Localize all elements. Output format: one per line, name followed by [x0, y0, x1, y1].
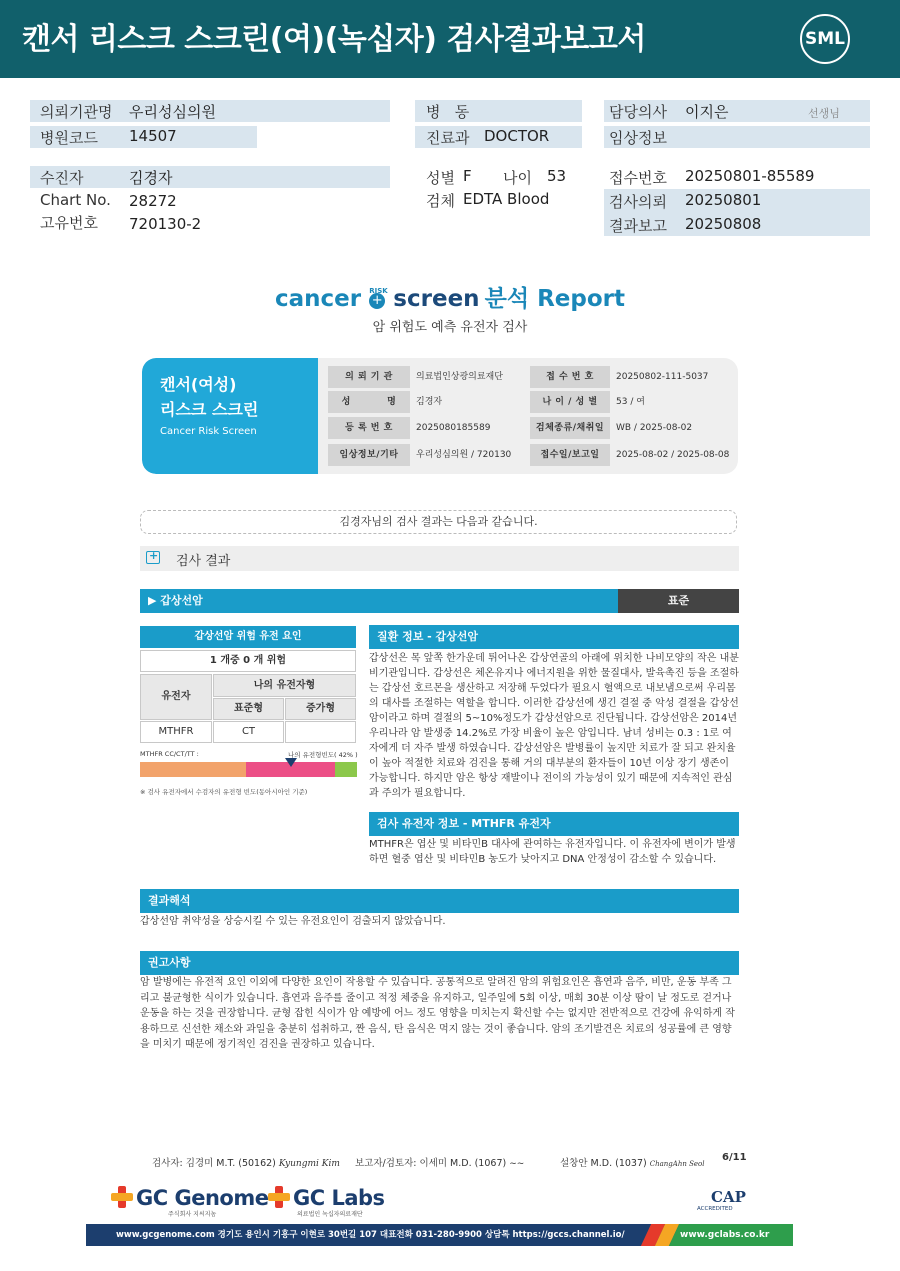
gene-name-cell: MTHFR: [140, 721, 212, 743]
sex-value: F: [463, 167, 472, 185]
examiner-signature: [152, 1155, 340, 1169]
brand-screen: screen: [393, 286, 480, 312]
standard-header: 표준형: [213, 698, 284, 720]
card-label: 성 명: [328, 391, 410, 413]
department-label: 진료과: [426, 129, 470, 147]
gc-labs-sub: 의료법인 녹십자의료재단: [297, 1211, 363, 1218]
receipt-label: 접수번호: [609, 169, 667, 187]
id-label: 고유번호: [40, 214, 98, 232]
cap-text: CAP: [711, 1188, 746, 1206]
frequency-segment: [140, 762, 246, 777]
cap-sub: ACCREDITED: [697, 1206, 733, 1212]
recommendation-header: 권고사항: [140, 951, 739, 975]
page-number: 6/11: [722, 1152, 747, 1163]
age-label: 나이: [503, 169, 532, 187]
examiner-sig: Kyungmi Kim: [278, 1159, 340, 1169]
report-header: [0, 0, 900, 78]
doctor-suffix: 선생님: [808, 107, 840, 120]
patient-value: 김경자: [129, 169, 173, 187]
gc-labs-name: GC Labs: [293, 1186, 385, 1210]
card-label: 나 이 / 성 별: [530, 391, 610, 413]
card-label: 접 수 번 호: [530, 366, 610, 388]
card-value: 20250802-111-5037: [616, 372, 709, 382]
gene-info-text: MTHFR은 엽산 및 비타민B 대사에 관여하는 유전자입니다. 이 유전자에 변이가 발생하면 혈중 엽산 및 비타민B 농도가 낮아지고 DNA 안정성이 감소할 수 있습니다.: [369, 839, 736, 865]
age-value: 53: [547, 167, 567, 185]
report-subtitle: 암 위험도 예측 유전자 검사: [372, 320, 528, 335]
standard-genotype-cell: CT: [213, 721, 284, 743]
institution-value: 우리성심의원: [129, 103, 216, 121]
result-status-badge: 표준: [618, 589, 739, 613]
reporter-signature: [355, 1155, 524, 1169]
clinical-label: 임상정보: [609, 129, 667, 147]
card-label: 접수일/보고일: [530, 444, 610, 466]
increased-genotype-cell: [285, 721, 356, 743]
card-label: 임상정보/기타: [328, 444, 410, 466]
footer-address: www.gcgenome.com 경기도 용인시 기흥구 이현로 30번길 107 대표전화 031-280-9900 상담톡 https://gccs.channel.io/: [116, 1230, 625, 1240]
sml-logo: SML: [800, 14, 850, 64]
director-name: 설창안 M.D. (1037): [560, 1158, 647, 1169]
footer-url: www.gclabs.co.kr: [680, 1230, 770, 1240]
chart-label: Chart No.: [40, 191, 111, 209]
gene-info-header: 검사 유전자 정보 - MTHFR 유전자: [369, 812, 739, 836]
summary-card: [142, 358, 738, 474]
director-signature: [560, 1155, 704, 1169]
brand-suffix: 분석 Report: [484, 286, 625, 312]
reporter-sig: ~~: [509, 1159, 525, 1169]
doctor-label: 담당의사: [609, 103, 667, 121]
plus-icon: [369, 287, 388, 309]
my-genotype-header: 나의 유전자형: [213, 674, 356, 697]
card-value: 의료법인상광의료재단: [416, 372, 503, 382]
gene-table-title: 갑상선암 위험 유전 요인: [140, 626, 356, 648]
gc-cross-icon: [111, 1186, 133, 1208]
recommendation-text: 암 발병에는 유전적 요인 이외에 다양한 요인이 작용할 수 있습니다. 공통적으로 알려진 암의 위험요인은 흡연과 음주, 비만, 운동 부족 그리고 불균형한 식이가 있습니다. 흡연과 음주를 줄이고 적정 체중을 유지하고, 일주일에 5회 이상, 매회 30분 이상 땀이 날 정도로 걷거나 운동을 하는 것을 권장합니다. 균형 잡힌 식이가 암 예방에 어느 정도 영향을 미치는지 확신할 수는 없지만 전반적으로 건강에 유익하게 작용하므로 신선한 채소와 과일을 충분히 섭취하고, 짠 음식, 탄 음식은 먹지 않는 것이 좋습니다. 암의 조기발견은 치료의 성공률에 큰 영향을 미치기 때문에 정기적인 검진을 권장하고 있습니다.: [140, 977, 735, 1050]
gc-genome-name: GC Genome: [136, 1186, 269, 1210]
report-title: 캔서 리스크 스크린(여)(녹십자) 검사결과보고서: [22, 22, 646, 57]
brand-risk: RISK: [369, 287, 388, 295]
cap-accredited-logo: [697, 1188, 759, 1218]
interpretation-text: 갑상선암 취약성을 상승시킬 수 있는 유전요인이 검출되지 않았습니다.: [140, 916, 446, 927]
folder-plus-icon: [146, 551, 160, 564]
sex-label: 성별: [426, 169, 455, 187]
frequency-label: MTHFR CC/CT/TT :: [140, 750, 199, 758]
card-value: 김경자: [416, 397, 443, 407]
gc-labs-logo: [268, 1186, 385, 1210]
card-label: 의 뢰 기 관: [328, 366, 410, 388]
section-header: [140, 546, 739, 571]
cancer-name-bar: ▶ 갑상선암: [140, 589, 618, 613]
disease-info-header: 질환 정보 - 갑상선암: [369, 625, 739, 649]
section-title: 검사 결과: [176, 554, 231, 569]
director-sig: ChangAhn Seol: [649, 1160, 705, 1168]
specimen-value: EDTA Blood: [463, 190, 550, 208]
report-date-label: 결과보고: [609, 217, 667, 235]
card-value: WB / 2025-08-02: [616, 423, 693, 433]
info-row-bg: [30, 166, 390, 188]
report-date-value: 20250808: [685, 215, 762, 233]
card-title-en: Cancer Risk Screen: [160, 426, 257, 437]
brand-cancer: cancer: [275, 286, 362, 312]
request-label: 검사의뢰: [609, 193, 667, 211]
result-intro: 김경자님의 검사 결과는 다음과 같습니다.: [140, 510, 737, 534]
frequency-note: ※ 검사 유전자에서 수검자의 유전형 빈도(동아시아인 기준): [140, 788, 308, 796]
doctor-value: 이지은: [685, 103, 729, 121]
my-genotype-marker: [285, 758, 297, 767]
request-value: 20250801: [685, 191, 762, 209]
card-value: 53 / 여: [616, 397, 645, 407]
id-value: 720130-2: [129, 215, 202, 233]
gene-column-header: 유전자: [140, 674, 212, 720]
receipt-value: 20250801-85589: [685, 167, 815, 185]
my-frequency-label: 나의 유전형빈도( 42% ): [288, 751, 358, 759]
examiner-name: 검사자: 김경미 M.T. (50162): [152, 1158, 276, 1169]
specimen-label: 검체: [426, 192, 455, 210]
patient-label: 수진자: [40, 169, 84, 187]
increased-header: 증가형: [285, 698, 356, 720]
hospital-code-label: 병원코드: [40, 129, 98, 147]
chart-value: 28272: [129, 192, 177, 210]
card-value: 우리성심의원 / 720130: [416, 450, 512, 460]
reporter-name: 보고자/검토자: 이세미 M.D. (1067): [355, 1158, 507, 1169]
card-title-panel: [142, 358, 318, 474]
department-value: DOCTOR: [484, 127, 550, 145]
card-label: 등 록 번 호: [328, 417, 410, 439]
hospital-code-value: 14507: [129, 127, 177, 145]
card-value: 2025080185589: [416, 423, 491, 433]
footer-bar: [86, 1224, 793, 1246]
frequency-segment: [335, 762, 357, 777]
card-value: 2025-08-02 / 2025-08-08: [616, 450, 730, 460]
card-title-2: 리스크 스크린: [160, 400, 259, 419]
gc-cross-icon: [268, 1186, 290, 1208]
gene-table-summary: 1 개중 0 개 위험: [140, 650, 356, 672]
gc-genome-logo: [111, 1186, 268, 1210]
card-label: 검체종류/채취일: [530, 417, 610, 439]
brand-plus: +: [371, 293, 383, 308]
interpretation-header: 결과해석: [140, 889, 739, 913]
disease-info-text: 갑상선은 목 앞쪽 한가운데 튀어나온 갑상연골의 아래에 위치한 나비모양의 작은 내분비기관입니다. 갑상선은 체온유지나 에너지원을 위한 물질대사, 발육촉진 등을 조절하는 갑상선 호르몬을 생산하고 저장해 두었다가 필요시 혈액으로 내보냄으로써 우리몸의 대사를 조절하는 역할을 합니다. 이러한 갑상선에 생긴 결절 중 악성 결절을 갑상선암이라고 하며 결절의 5~10%정도가 갑상선암으로 진단됩니다. 갑상선암은 2014년 우리나라 암 발생중 14.2%로 가장 비율이 높은 암입니다. 남녀 성비는 0.3 : 1로 여자에게 더 자주 발생 하였습니다. 갑상선암은 발병률이 높지만 치료가 잘 되고 완치율이 높아 적절한 치료와 검진을 통해 거의 대부분의 환자들이 10년 이상 장기 생존이 가능합니다. 하지만 암은 항상 재발이나 전이의 가능성이 있기 때문에 지속적인 관심과 주의가 필요합니다.: [369, 653, 739, 799]
card-title-1: 캔서(여성): [160, 375, 237, 394]
gc-genome-sub: 주식회사 지씨지놈: [168, 1211, 217, 1218]
institution-label: 의뢰기관명: [40, 103, 113, 121]
ward-label: 병 동: [426, 103, 470, 121]
report-brand: [0, 280, 900, 313]
